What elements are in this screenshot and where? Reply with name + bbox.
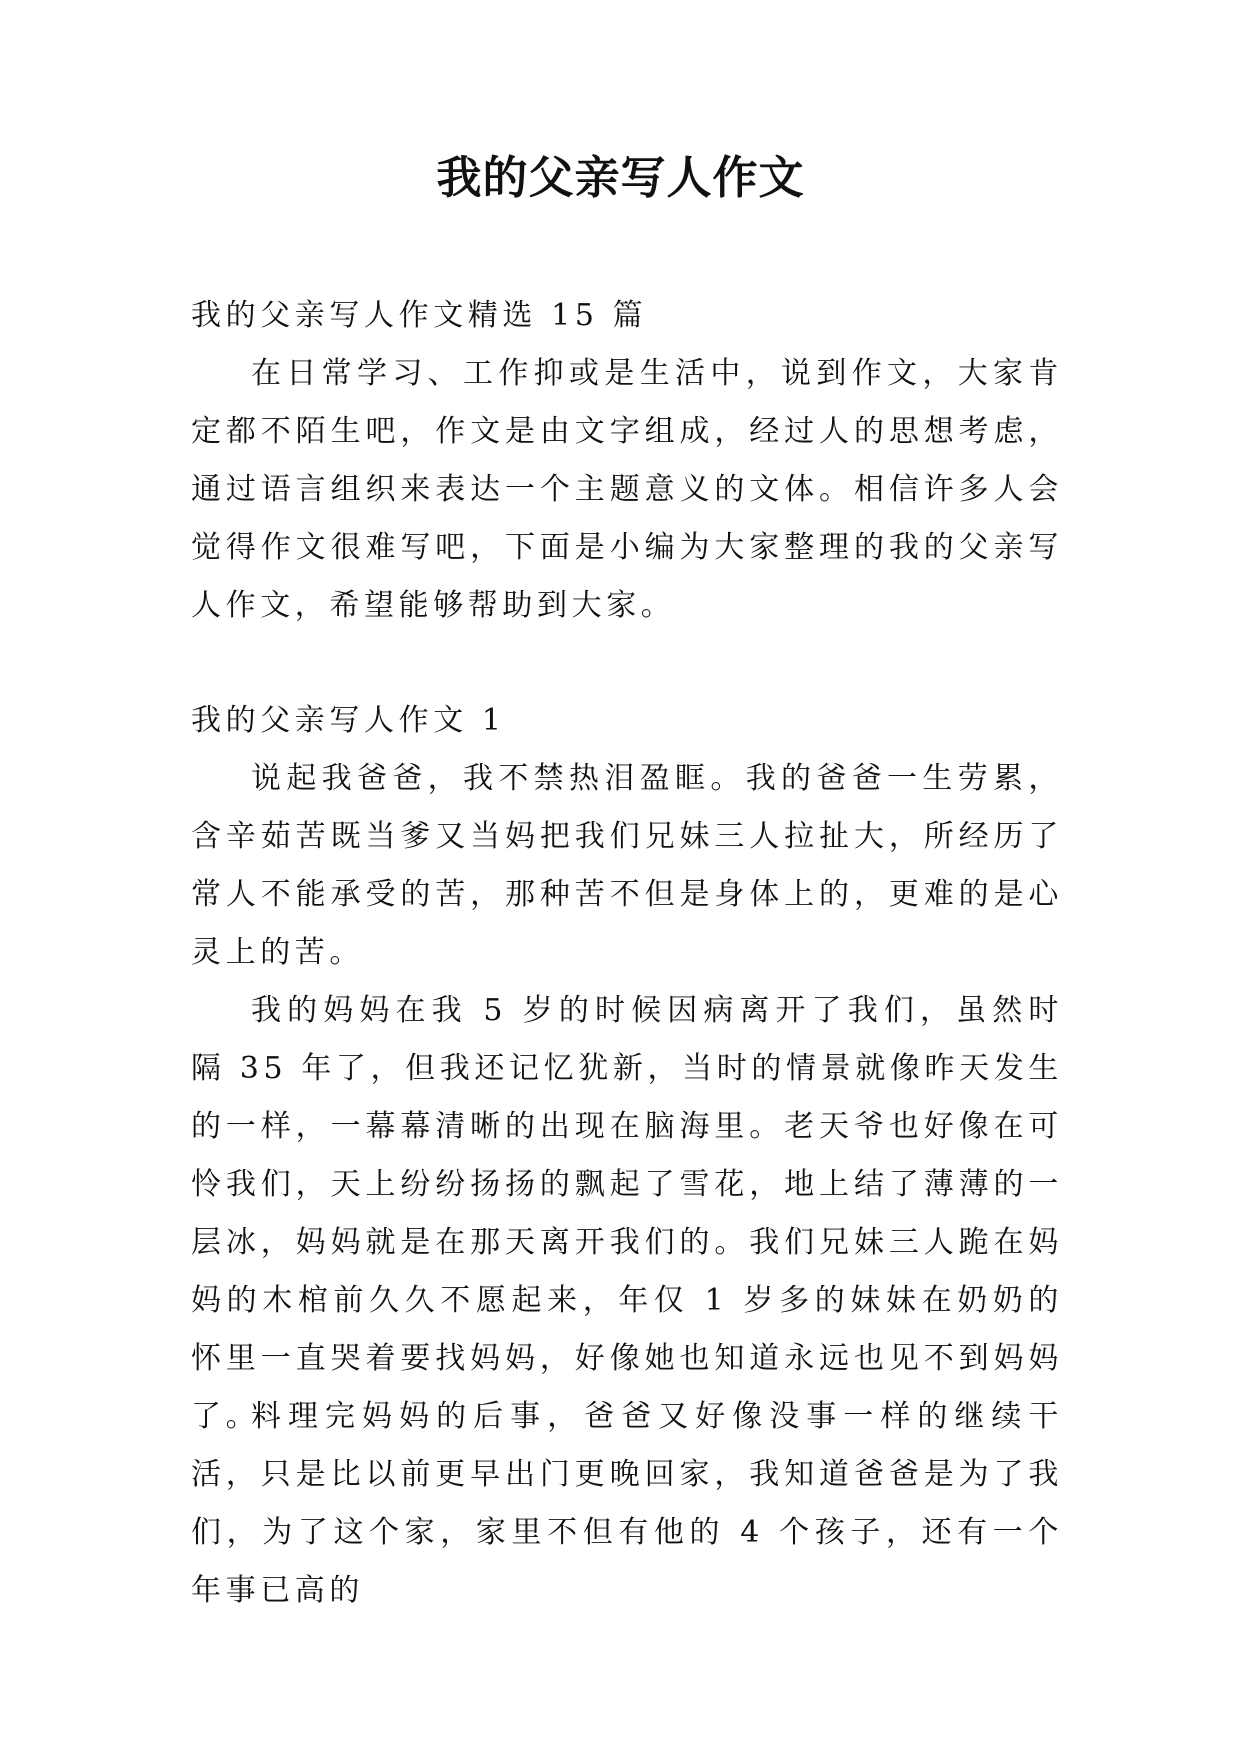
body-paragraph: 说起我爸爸，我不禁热泪盈眶。我的爸爸一生劳累，含辛茹苦既当爹又当妈把我们兄妹三人拉扯大，所经历了常人不能承受的苦，那种苦不但是身体上的，更难的是心灵上的苦。 (191, 761, 1063, 970)
document-title: 我的父亲写人作文 (436, 151, 805, 204)
document-subtitle: 我的父亲写人作文精选 15 篇 (191, 298, 648, 333)
body-paragraph: 料理完妈妈的后事，爸爸又好像没事一样的继续干活，只是比以前更早出门更晚回家，我知道爸爸是为了我们，为了这个家，家里不但有他的 4 个孩子，还有一个年事已高的 (191, 1399, 1063, 1608)
intro-paragraph: 在日常学习、工作抑或是生活中，说到作文，大家肯定都不陌生吧，作文是由文字组成，经过人的思想考虑，通过语言组织来表达一个主题意义的文体。相信许多人会觉得作文很难写吧，下面是小编为大家整理的我的父亲写人作文，希望能够帮助到大家。 (191, 356, 1063, 623)
section-heading: 我的父亲写人作文 1 (191, 703, 506, 738)
body-paragraph: 我的妈妈在我 5 岁的时候因病离开了我们，虽然时隔 35 年了，但我还记忆犹新，当时的情景就像昨天发生的一样，一幕幕清晰的出现在脑海里。老天爷也好像在可怜我们，天上纷纷扬扬的飘起了雪花，地上结了薄薄的一层冰，妈妈就是在那天离开我们的。我们兄妹三人跪在妈妈的木棺前久久不愿起来，年仅 1 岁多的妹妹在奶奶的怀里一直哭着要找妈妈，好像她也知道永远也见不到妈妈了。 (191, 993, 1063, 1434)
